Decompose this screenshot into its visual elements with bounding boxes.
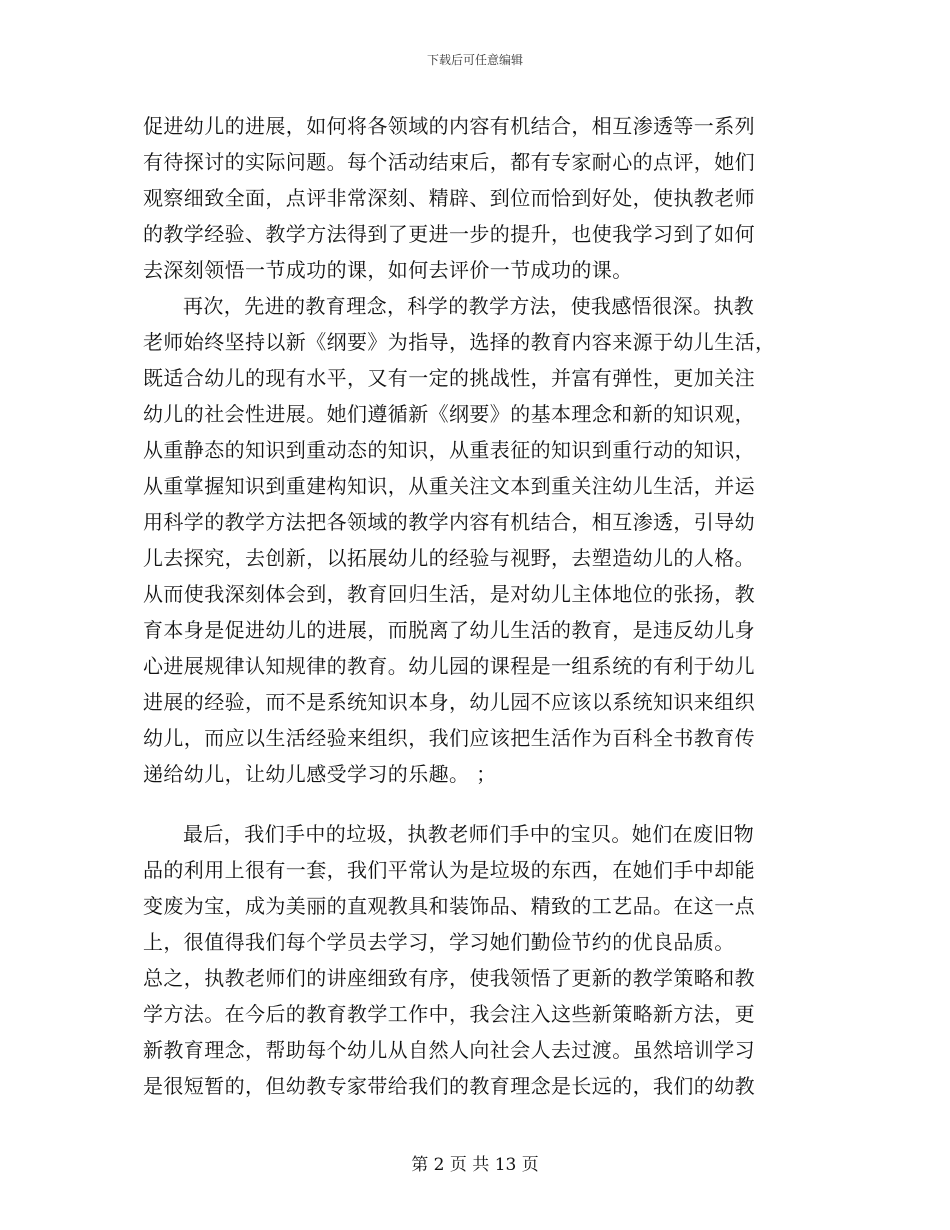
page-number: 第 2 页 共 13 页 <box>411 1155 539 1175</box>
text-line: 有待探讨的实际问题。每个活动结束后，都有专家耐心的点评，她们 <box>143 150 755 174</box>
text-line: 的教学经验、教学方法得到了更进一步的提升，也使我学习到了如何 <box>143 222 755 246</box>
text-line: 从而使我深刻体会到，教育回归生活，是对幼儿主体地位的张扬，教 <box>143 582 755 606</box>
text-line: 幼儿的社会性进展。她们遵循新《纲要》的基本理念和新的知识观， <box>143 402 755 426</box>
text-line: 既适合幼儿的现有水平，又有一定的挑战性，并富有弹性，更加关注 <box>143 366 755 390</box>
text-line: 促进幼儿的进展，如何将各领域的内容有机结合，相互渗透等一系列 <box>143 114 755 138</box>
text-line: 去深刻领悟一节成功的课，如何去评价一节成功的课。 <box>143 258 633 282</box>
text-line: 观察细致全面，点评非常深刻、精辟、到位而恰到好处，使执教老师 <box>143 186 755 210</box>
text-line: 品的利用上很有一套，我们平常认为是垃圾的东西，在她们手中却能 <box>143 858 755 882</box>
text-line: 学方法。在今后的教育教学工作中，我会注入这些新策略新方法，更 <box>143 1002 755 1026</box>
text-line: 儿去探究，去创新，以拓展幼儿的经验与视野，去塑造幼儿的人格。 <box>143 546 755 570</box>
text-line: 幼儿，而应以生活经验来组织，我们应该把生活作为百科全书教育传 <box>143 726 755 750</box>
text-line: 新教育理念，帮助每个幼儿从自然人向社会人去过渡。虽然培训学习 <box>143 1038 755 1062</box>
text-line: 从重掌握知识到重建构知识，从重关注文本到重关注幼儿生活，并运 <box>143 474 755 498</box>
text-line: 变废为宝，成为美丽的直观教具和装饰品、精致的工艺品。在这一点 <box>143 894 755 918</box>
text-line: 心进展规律认知规律的教育。幼儿园的课程是一组系统的有利于幼儿 <box>143 654 755 678</box>
page-header: 下载后可任意编辑 <box>426 53 523 67</box>
text-line: 上，很值得我们每个学员去学习，学习她们勤俭节约的优良品质。 <box>143 930 735 954</box>
text-line: 育本身是促进幼儿的进展，而脱离了幼儿生活的教育，是违反幼儿身 <box>143 618 755 642</box>
text-line: 再次，先进的教育理念，科学的教学方法，使我感悟很深。执教 <box>183 294 755 318</box>
text-line: 总之，执教老师们的讲座细致有序，使我领悟了更新的教学策略和教 <box>143 966 755 990</box>
text-line: 是很短暂的，但幼教专家带给我们的教育理念是长远的，我们的幼教 <box>143 1074 755 1098</box>
text-line: 递给幼儿，让幼儿感受学习的乐趣。 ； <box>143 762 497 786</box>
text-line: 用科学的教学方法把各领域的教学内容有机结合，相互渗透，引导幼 <box>143 510 755 534</box>
text-line: 最后，我们手中的垃圾，执教老师们手中的宝贝。她们在废旧物 <box>183 822 755 846</box>
text-line: 老师始终坚持以新《纲要》为指导，选择的教育内容来源于幼儿生活， <box>143 330 776 354</box>
text-line: 进展的经验，而不是系统知识本身，幼儿园不应该以系统知识来组织 <box>143 690 755 714</box>
text-line: 从重静态的知识到重动态的知识，从重表征的知识到重行动的知识， <box>143 438 755 462</box>
